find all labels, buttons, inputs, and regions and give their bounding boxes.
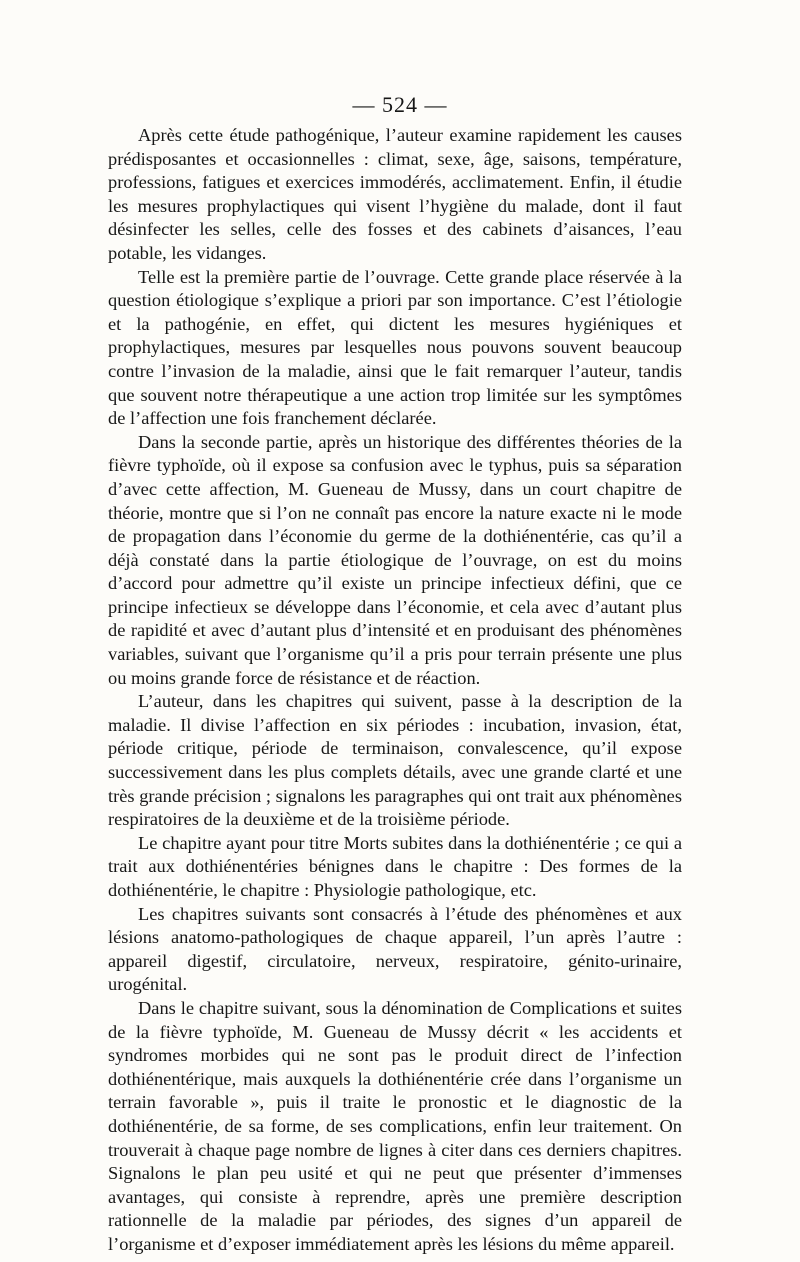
paragraph: L’auteur, dans les chapitres qui suivent, passe à la description de la maladie. Il divise l’affection en six périodes : incubation, invasion, état, période critique, période de terminaison, convalescence, qu’il expose successivement dans les plus complets détails, avec une grande clarté et une très grande précision ; signalons les paragraphes qui ont trait aux phénomènes respiratoires de la deuxième et de la troisième période. [108,691,682,830]
paragraph: Dans le chapitre suivant, sous la dénomination de Complications et suites de la fièvre typhoïde, M. Gueneau de Mussy décrit « les accidents et syndromes morbides qui ne sont pas le produit direct de l’infection dothiénentérique, mais auxquels la dothiénentérie crée dans l’organisme un terrain favorable », puis il traite le pronostic et le diagnostic de la dothiénentérie, de sa forme, de ses complications, enfin leur traitement. On trouverait à chaque page nombre de lignes à citer dans ces derniers chapitres. Signalons le plan peu usité et qui ne peut que présenter d’immenses avantages, qui consiste à reprendre, après une première description rationnelle de la maladie par périodes, des signes d’un appareil de l’organisme et d’exposer immédiatement après les lésions du même appareil. [108,997,682,1254]
paragraph: Les chapitres suivants sont consacrés à l’étude des phénomènes et aux lésions anatomo-pathologiques de chaque appareil, l’un après l’autre : appareil digestif, circulatoire, nerveux, respiratoire, génito-urinaire, urogénital. [108,903,682,995]
paragraph: Le chapitre ayant pour titre Morts subites dans la dothiénentérie ; ce qui a trait aux dothiénentéries bénignes dans le chapitre : Des formes de la dothiénentérie, le chapitre : Physiologie pathologique, etc. [108,832,682,900]
body-text [108,124,682,1257]
paragraph: Telle est la première partie de l’ouvrage. Cette grande place réservée à la question étiologique s’explique a priori par son importance. C’est l’étiologie et la pathogénie, en effet, qui dictent les mesures hygiéniques et prophylactiques, mesures par lesquelles nous pouvons souvent beaucoup contre l’invasion de la maladie, ainsi que le fait remarquer l’auteur, tandis que souvent notre thérapeutique a une action trop limitée sur les symptômes de l’affection une fois franchement déclarée. [108,266,682,429]
paragraph: Après cette étude pathogénique, l’auteur examine rapidement les causes prédisposantes et occasionnelles : climat, sexe, âge, saisons, température, professions, fatigues et exercices immodérés, acclimatement. Enfin, il étudie les mesures prophylactiques qui visent l’hygiène du malade, dont il faut désinfecter les selles, celle des fosses et des cabinets d’aisances, l’eau potable, les vidanges. [108,125,682,263]
page-number: — 524 — [352,92,448,117]
paragraph: Dans la seconde partie, après un historique des différentes théories de la fièvre typhoïde, où il expose sa confusion avec le typhus, puis sa séparation d’avec cette affection, M. Gueneau de Mussy, dans un court chapitre de théorie, montre que si l’on ne connaît pas encore la nature exacte ni le mode de propagation dans l’économie du germe de la dothiénentérie, cas qu’il a déjà constaté dans la partie étiologique de l’ouvrage, on est du moins d’accord pour admettre qu’il existe un principe infectieux défini, que ce principe infectieux se développe dans l’économie, et cela avec d’autant plus de rapidité et avec d’autant plus d’intensité et en produisant des phénomènes variables, suivant que l’organisme qu’il a pris pour terrain présente une plus ou moins grande force de résistance et de réaction. [108,431,682,688]
